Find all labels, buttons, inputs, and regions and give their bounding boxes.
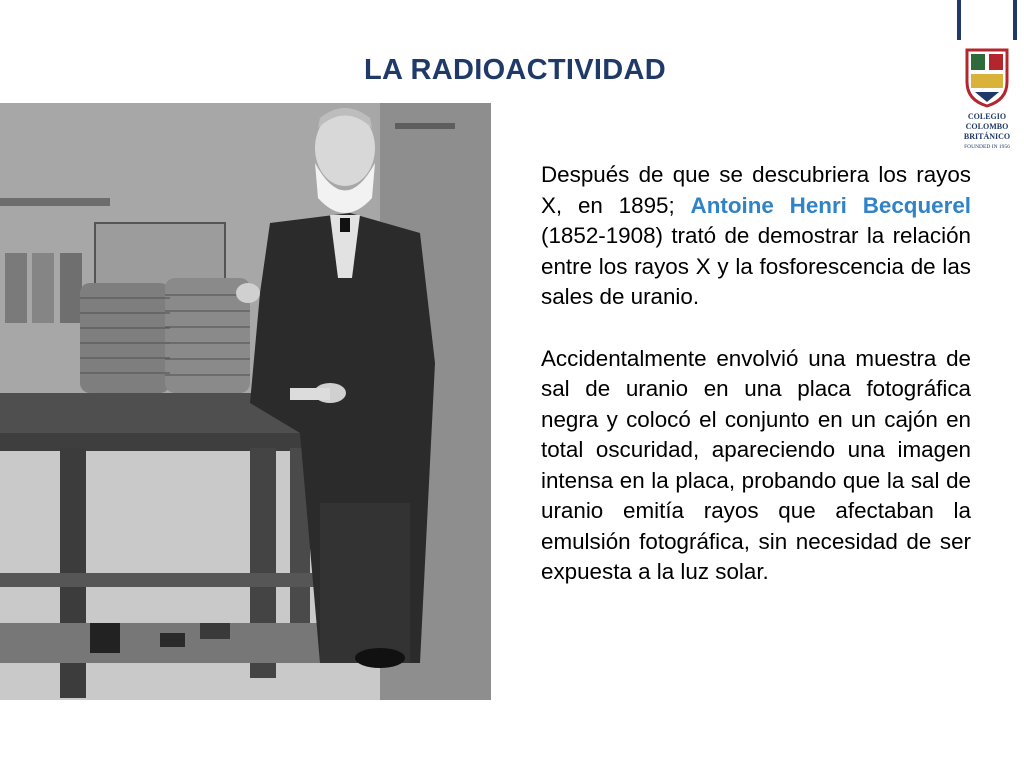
paragraph-experiment: Accidentalmente envolvió una muestra de sal de uranio en una placa fotográfica negra y colocó el conjunto en un cajón en total oscuridad, apareciendo una imagen intensa en la placa, probando que la sal de uranio emitía rayos que afectaban la emulsión fotográfica, sin necesidad de ser expuesta a la luz solar. <box>541 345 971 584</box>
slide-title: LA RADIOACTIVIDAD <box>363 54 667 86</box>
paragraph1-part1: Después de que se descubriera los rayos X, en 1895; <box>541 162 971 218</box>
becquerel-photo <box>0 103 491 700</box>
school-logo <box>957 0 1017 160</box>
logo-line-2: COLOMBO <box>965 122 1009 131</box>
becquerel-name: Antoine Henri Becquerel <box>690 192 971 218</box>
logo-line-3: BRITÁNICO <box>963 132 1011 141</box>
logo-founded: FOUNDED IN 1956 <box>964 144 1010 150</box>
crest-icon <box>957 40 1017 110</box>
paragraph-becquerel <box>541 160 971 313</box>
logo-line-1: COLEGIO <box>967 112 1007 121</box>
logo-bars-graphic <box>957 0 1017 40</box>
paragraph1-part2: (1852-1908) trató de demostrar la relación entre los rayos X y la fosforescencia de las sales de uranio. <box>541 223 971 309</box>
text-block <box>541 160 971 619</box>
